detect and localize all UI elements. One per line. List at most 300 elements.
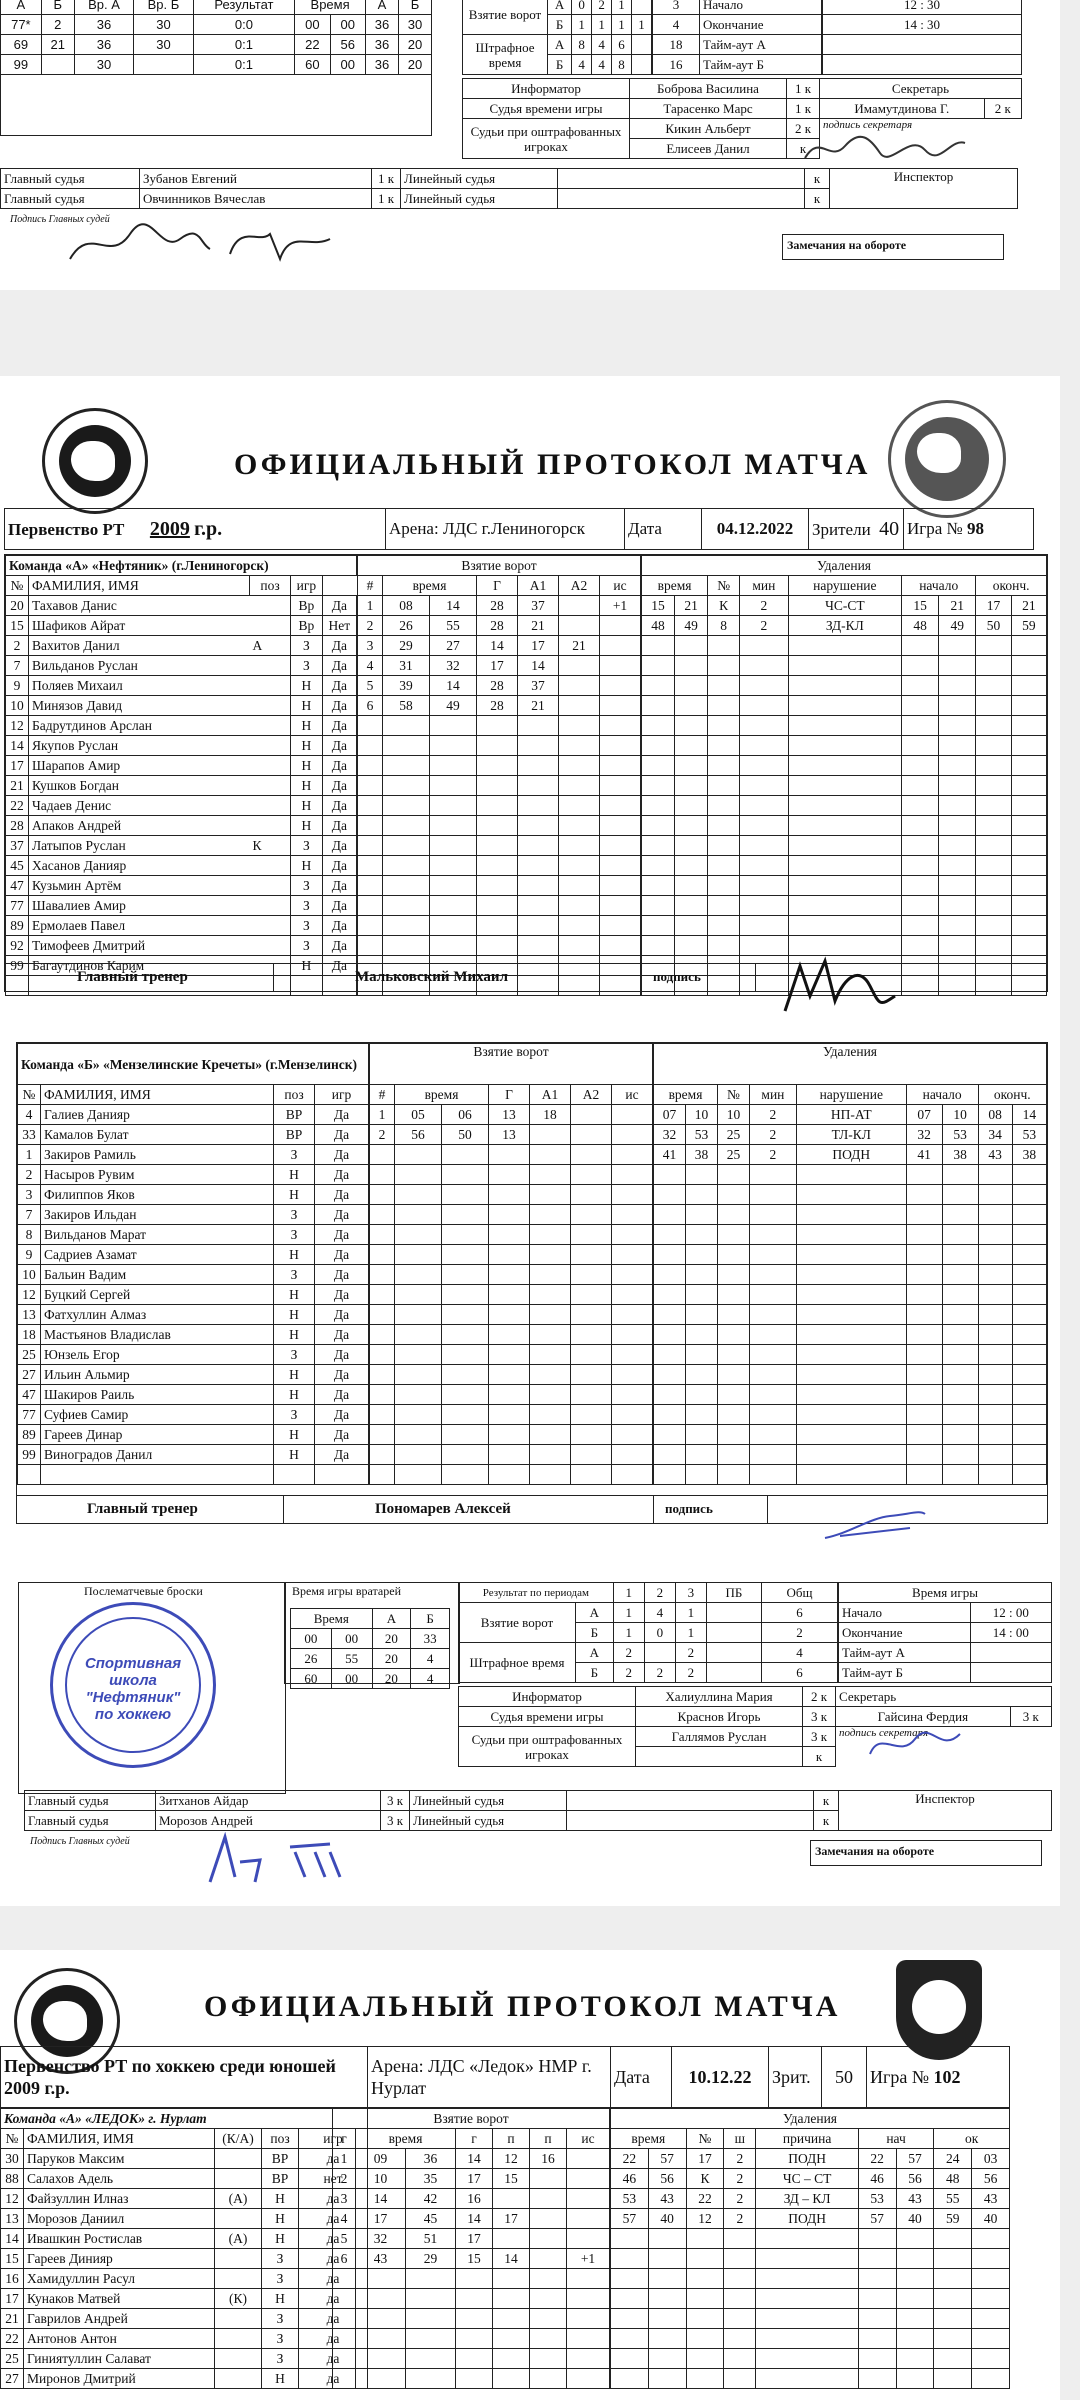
- cell: [642, 756, 675, 776]
- cell: [675, 696, 708, 716]
- cell: [395, 1225, 442, 1245]
- cell: [902, 696, 939, 716]
- cell: [642, 716, 675, 736]
- cell: Линейный судья: [410, 1811, 567, 1831]
- cell: [370, 1145, 395, 1165]
- cell: [942, 1465, 978, 1485]
- cell: 1: [612, 0, 632, 15]
- goal-row: [333, 2369, 610, 2389]
- cell: 08: [383, 596, 430, 616]
- cell: [942, 1285, 978, 1305]
- cell: [567, 1811, 814, 1831]
- cell: [358, 876, 383, 896]
- cell: [902, 856, 939, 876]
- cell: Закиров Ильдан: [41, 1205, 274, 1225]
- cell: [902, 676, 939, 696]
- penalty-row: [611, 2189, 1010, 2209]
- cell: Да: [315, 1265, 369, 1285]
- cell: [395, 1285, 442, 1305]
- cell: Н: [274, 1325, 315, 1345]
- cell: [358, 736, 383, 756]
- cell: А: [250, 636, 291, 656]
- cell: [356, 2289, 406, 2309]
- cell: 16: [653, 55, 700, 75]
- cell: 51: [406, 2229, 456, 2249]
- cell: [708, 736, 740, 756]
- cell: [430, 896, 477, 916]
- cell: ПОДН: [756, 2209, 858, 2229]
- cell: [675, 836, 708, 856]
- cell: #: [358, 576, 383, 596]
- cell: [788, 796, 902, 816]
- cell: [942, 1405, 978, 1425]
- cell: [567, 2289, 610, 2309]
- cell: нет: [299, 2169, 368, 2189]
- cell: [356, 2269, 406, 2289]
- cell: [442, 1245, 489, 1265]
- cell: 56: [972, 2169, 1010, 2189]
- cell: Багаутдинов Карим: [29, 956, 250, 976]
- cell: [250, 756, 291, 776]
- cell: [718, 1285, 750, 1305]
- cell: [612, 1285, 653, 1305]
- cell: [642, 896, 675, 916]
- penalties-title: Удаления: [642, 556, 1047, 576]
- penalty-row: [611, 2269, 1010, 2289]
- cell: 28: [477, 676, 518, 696]
- cell: [1011, 736, 1046, 756]
- team-a-name: Команда «А» «ЛЕДОК» г. Нурлат: [1, 2109, 368, 2129]
- cell: [477, 716, 518, 736]
- goal-row: [370, 1165, 653, 1185]
- cell: Гаврилов Андрей: [24, 2309, 215, 2329]
- cell: [942, 1445, 978, 1465]
- cell: [902, 656, 939, 676]
- cell: [612, 1265, 653, 1285]
- cell: [489, 1185, 530, 1205]
- cell: [571, 1325, 612, 1345]
- penalty-row: [642, 596, 1047, 616]
- cell: 0: [644, 1623, 675, 1643]
- roster-row: [18, 1425, 369, 1445]
- cell: ФАМИЛИЯ, ИМЯ: [41, 1085, 274, 1105]
- time-table-p2: [838, 1582, 1052, 1683]
- cell: 99: [6, 956, 29, 976]
- cell: [675, 916, 708, 936]
- cell: [1011, 936, 1046, 956]
- cell: [942, 1245, 978, 1265]
- penalty-row: [611, 2229, 1010, 2249]
- cell: Вр. А: [74, 0, 134, 15]
- cell: Ермолаев Павел: [29, 916, 250, 936]
- cell: [896, 2229, 934, 2249]
- cell: [559, 916, 600, 936]
- cell: [796, 1345, 906, 1365]
- cell: [571, 1385, 612, 1405]
- cell: [370, 1265, 395, 1285]
- roster-row: [1, 2369, 368, 2389]
- cell: Тайм-аут А: [839, 1643, 971, 1663]
- cell: [796, 1165, 906, 1185]
- penalty-row: [654, 1265, 1047, 1285]
- cell: [215, 2169, 262, 2189]
- cell: [902, 916, 939, 936]
- cell: 12: [493, 2149, 530, 2169]
- cell: [686, 2349, 724, 2369]
- cell: [1012, 1385, 1046, 1405]
- championship: Первенство РТ по хоккею среди юношей 2009 г.р.: [1, 2047, 368, 2108]
- cell: да: [299, 2149, 368, 2169]
- cell: Галиев Данияр: [41, 1105, 274, 1125]
- cell: [395, 1345, 442, 1365]
- cell: [489, 1385, 530, 1405]
- cell: 16: [530, 2149, 567, 2169]
- cell: 21: [518, 696, 559, 716]
- cell: [250, 616, 291, 636]
- cell: [477, 896, 518, 916]
- cell: [942, 1225, 978, 1245]
- cell: [489, 1205, 530, 1225]
- cell: [796, 1285, 906, 1305]
- cell: 6: [358, 696, 383, 716]
- cell: [972, 2269, 1010, 2289]
- cell: [518, 796, 559, 816]
- cell: да: [299, 2289, 368, 2309]
- cell: [906, 1465, 942, 1485]
- cell: [530, 1445, 571, 1465]
- cell: [430, 736, 477, 756]
- cell: Н: [291, 956, 323, 976]
- cell: [796, 1385, 906, 1405]
- cell: Да: [322, 716, 356, 736]
- cell: [718, 1445, 750, 1465]
- cell: Морозов Даниил: [24, 2209, 215, 2229]
- roster-row: [1, 2289, 368, 2309]
- cell: 48: [642, 616, 675, 636]
- goal-row: [358, 796, 641, 816]
- roster-row: [18, 1365, 369, 1385]
- cell: Гареев Динар: [41, 1425, 274, 1445]
- cell: [972, 2309, 1010, 2329]
- cell: 9: [18, 1245, 41, 1265]
- cell: Да: [322, 796, 356, 816]
- cell: к: [805, 169, 830, 189]
- cell: время: [395, 1085, 489, 1105]
- cell: [939, 676, 976, 696]
- cell: Да: [322, 656, 356, 676]
- cell: [675, 776, 708, 796]
- cell: А2: [559, 576, 600, 596]
- cell: А: [1, 0, 42, 15]
- cell: Окончание: [839, 1623, 971, 1643]
- cell: Н: [291, 856, 323, 876]
- roster-row: [18, 1445, 369, 1465]
- cell: [740, 836, 788, 856]
- referees-table-p1: [0, 168, 1018, 209]
- cell: Н: [262, 2369, 299, 2389]
- cell: [1011, 756, 1046, 776]
- cell: [600, 656, 641, 676]
- cell: 34: [978, 1125, 1012, 1145]
- cell: 13: [18, 1305, 41, 1325]
- cell: [358, 816, 383, 836]
- goals-header: [370, 1085, 653, 1105]
- cell: 40: [972, 2209, 1010, 2229]
- cell: [718, 1385, 750, 1405]
- cell: [493, 2349, 530, 2369]
- cell: [612, 1345, 653, 1365]
- cell: [530, 2349, 567, 2369]
- cell: [559, 716, 600, 736]
- cell: [600, 876, 641, 896]
- cell: [718, 1365, 750, 1385]
- cell: 2: [613, 1663, 644, 1683]
- cell: 2: [675, 1643, 706, 1663]
- cell: 36: [74, 15, 134, 35]
- cell: 32: [654, 1125, 686, 1145]
- shootout-row: [1, 15, 432, 35]
- cell: [750, 1285, 797, 1305]
- cell: 36: [74, 35, 134, 55]
- cell: ВР: [262, 2149, 299, 2169]
- cell: ш: [724, 2129, 756, 2149]
- cell: [654, 1285, 686, 1305]
- cell: [978, 1225, 1012, 1245]
- cell: [358, 796, 383, 816]
- cell: [648, 2309, 686, 2329]
- cell: З: [262, 2309, 299, 2329]
- cell: [518, 776, 559, 796]
- cell: Время игры: [839, 1583, 1052, 1603]
- cell: [571, 1125, 612, 1145]
- cell: 3 к: [381, 1791, 410, 1811]
- cell: [906, 1265, 942, 1285]
- cell: [858, 2249, 896, 2269]
- cell: [600, 696, 641, 716]
- cell: [796, 1225, 906, 1245]
- cell: Г: [489, 1085, 530, 1105]
- cell: Кузьмин Артём: [29, 876, 250, 896]
- coach-a-name: Мальковский Михаил: [355, 969, 508, 985]
- cell: [215, 2369, 262, 2389]
- cell: 3: [358, 636, 383, 656]
- cell: З: [274, 1225, 315, 1245]
- cell: [906, 1225, 942, 1245]
- cell: [642, 816, 675, 836]
- cell: [686, 1445, 718, 1465]
- cell: [530, 1345, 571, 1365]
- cell: [976, 636, 1011, 656]
- cell: 2: [370, 1125, 395, 1145]
- penalty-row: [654, 1185, 1047, 1205]
- cell: 03: [972, 2149, 1010, 2169]
- cell: [978, 1205, 1012, 1225]
- cell: [654, 1205, 686, 1225]
- cell: [442, 1225, 489, 1245]
- cell: [718, 1185, 750, 1205]
- cell: начало: [906, 1085, 978, 1105]
- goal-row: [333, 2249, 610, 2269]
- cell: ПБ: [706, 1583, 761, 1603]
- cell: [644, 1643, 675, 1663]
- cell: [970, 1643, 1051, 1663]
- goal-row: [358, 836, 641, 856]
- cell: [250, 876, 291, 896]
- cell: [370, 1405, 395, 1425]
- cell: [642, 876, 675, 896]
- cell: [477, 756, 518, 776]
- cell: 2: [724, 2149, 756, 2169]
- cell: 53: [858, 2189, 896, 2209]
- roster-row: [18, 1105, 369, 1125]
- cell: [333, 2289, 356, 2309]
- cell: 45: [6, 856, 29, 876]
- cell: Закиров Рамиль: [41, 1145, 274, 1165]
- roster-row: [6, 676, 357, 696]
- cell: [934, 2229, 972, 2249]
- cell: 36: [365, 15, 398, 35]
- cell: 28: [6, 816, 29, 836]
- team-a-section: [4, 554, 1048, 992]
- cell: З: [274, 1265, 315, 1285]
- cell: (К): [215, 2289, 262, 2309]
- penalties-p3: [610, 2108, 1010, 2389]
- protocol-page-2: [0, 376, 1060, 1906]
- cell: Время: [291, 1609, 373, 1629]
- cell: [942, 1365, 978, 1385]
- cell: [430, 856, 477, 876]
- cell: [489, 1245, 530, 1265]
- cell: 1 к: [787, 79, 820, 99]
- penalty-row: [611, 2169, 1010, 2189]
- cell: [333, 2309, 356, 2329]
- penalty-row: [611, 2369, 1010, 2389]
- cell: [395, 1425, 442, 1445]
- cell: Б: [576, 1623, 614, 1643]
- cell: 20: [6, 596, 29, 616]
- goal-row: [358, 696, 641, 716]
- cell: [654, 1445, 686, 1465]
- cell: [1011, 716, 1046, 736]
- cell: [648, 2369, 686, 2389]
- cell: [530, 1145, 571, 1165]
- goals-title: Взятие ворот: [333, 2109, 610, 2129]
- cell: 17: [686, 2149, 724, 2169]
- cell: Да: [315, 1445, 369, 1465]
- cell: [1011, 636, 1046, 656]
- cell: 1: [675, 1623, 706, 1643]
- cell: [442, 1385, 489, 1405]
- cell: [489, 1345, 530, 1365]
- cell: [718, 1305, 750, 1325]
- cell: [724, 2349, 756, 2369]
- cell: [493, 2309, 530, 2329]
- cell: Минязов Давид: [29, 696, 250, 716]
- cell: [518, 876, 559, 896]
- cell: Буцкий Сергей: [41, 1285, 274, 1305]
- cell: [642, 636, 675, 656]
- cell: 15: [1, 2249, 24, 2269]
- periods-table-p2: [458, 1582, 838, 1683]
- cell: Тарасенко Марс: [630, 99, 787, 119]
- cell: [708, 716, 740, 736]
- cell: 20: [398, 55, 431, 75]
- cell: +1: [600, 596, 641, 616]
- cell: [600, 896, 641, 916]
- cell: ЗД-КЛ: [788, 616, 902, 636]
- cell: А: [576, 1603, 614, 1623]
- cell: 35: [406, 2169, 456, 2189]
- cell: [383, 816, 430, 836]
- arena: Арена: ЛДС «Ледок» НМР г. Нурлат: [368, 2047, 611, 2108]
- cell: [756, 2229, 858, 2249]
- cell: Гареев Динияр: [24, 2249, 215, 2269]
- cell: [686, 1205, 718, 1225]
- cell: [406, 2349, 456, 2369]
- cell: Шавалиев Амир: [29, 896, 250, 916]
- cell: [906, 1325, 942, 1345]
- cell: 49: [430, 696, 477, 716]
- roster-row: [1, 2269, 368, 2289]
- cell: [530, 1205, 571, 1225]
- cell: [489, 1445, 530, 1465]
- cell: 25: [1, 2349, 24, 2369]
- cell: (К/А): [215, 2129, 262, 2149]
- cell: [942, 1165, 978, 1185]
- roster-row: [6, 916, 357, 936]
- cell: [1012, 1165, 1046, 1185]
- cell: [942, 1325, 978, 1345]
- cell: ПОДН: [756, 2149, 858, 2169]
- cell: [906, 1185, 942, 1205]
- cell: [654, 1345, 686, 1365]
- cell: 0:1: [193, 55, 295, 75]
- gk-row: [291, 1669, 450, 1689]
- goals-label: Взятие ворот: [463, 0, 548, 35]
- shootout-title: Послематчевые броски: [84, 1584, 203, 1598]
- cell: 1: [613, 1583, 644, 1603]
- cell: [430, 816, 477, 836]
- cell: 14: [456, 2209, 493, 2229]
- roster-row: [18, 1205, 369, 1225]
- cell: да: [299, 2369, 368, 2389]
- cell: [518, 836, 559, 856]
- cell: [939, 756, 976, 776]
- cell: 00: [330, 55, 365, 75]
- cell: [942, 1345, 978, 1365]
- cell: [600, 616, 641, 636]
- cell: [902, 876, 939, 896]
- roster-row: [6, 896, 357, 916]
- cell: [493, 2289, 530, 2309]
- cell: А: [365, 0, 398, 15]
- cell: [896, 2289, 934, 2309]
- cell: [1012, 1365, 1046, 1385]
- cell: [383, 776, 430, 796]
- cell: да: [299, 2269, 368, 2289]
- cell: Паруков Максим: [24, 2149, 215, 2169]
- cell: 22: [1, 2329, 24, 2349]
- cell: [708, 856, 740, 876]
- cell: [740, 736, 788, 756]
- cell: [858, 2309, 896, 2329]
- cell: [571, 1265, 612, 1285]
- cell: Елисеев Данил: [630, 139, 787, 159]
- cell: Н: [291, 756, 323, 776]
- cell: [370, 1185, 395, 1205]
- cell: [530, 2309, 567, 2329]
- cell: мин: [740, 576, 788, 596]
